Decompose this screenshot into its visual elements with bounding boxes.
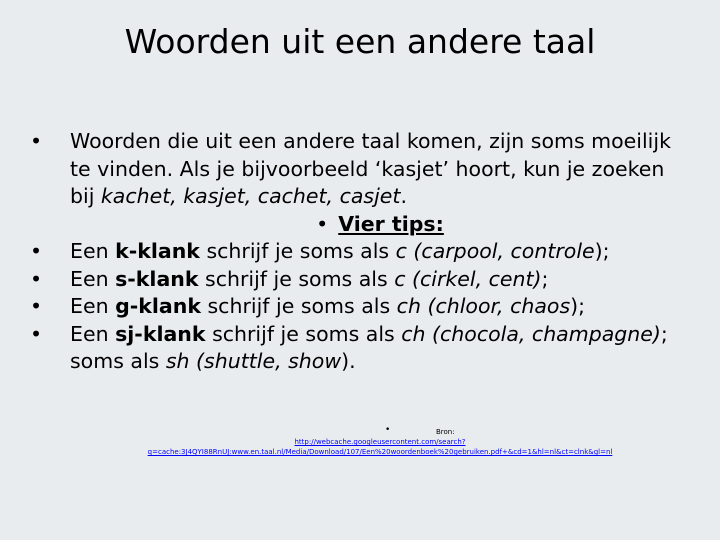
tip-bold: s-klank: [115, 266, 199, 291]
source-link[interactable]: http://webcache.googleusercontent.com/search?q=cache:3J4QYI88RnUJ:www.en.taal.nl/Media/Download/107/Een%20woordenboek%20gebruiken.pdf+&cd=1&hl=nl&ct=clnk&gl=nl: [147, 438, 613, 456]
tip-middle: ; soms als: [70, 321, 668, 373]
tip-bold: g-klank: [115, 294, 201, 318]
slide-title: Woorden uit een andere taal: [124, 22, 596, 61]
tip-bold: k-klank: [115, 239, 200, 263]
intro-text: Woorden die uit een andere taal komen, zijn soms moeilijk te vinden. Als je bijvoorbeeld ‘kasjet’ hoort, kun je zoeken bij: [70, 129, 671, 208]
tip-italic: ch (chloor, chaos: [396, 294, 571, 318]
tip-italic: c (carpool, controle: [395, 239, 595, 263]
intro-item: [30, 128, 690, 211]
source-label: Bron:: [436, 428, 455, 436]
tip-item: [30, 321, 690, 376]
tip-italic: ch (chocola, champagne): [401, 321, 661, 346]
tip-item: [30, 266, 690, 294]
source-block: [70, 427, 690, 457]
bullet: •: [30, 321, 43, 346]
tip-middle: schrijf je soms als: [198, 266, 395, 291]
bullet: •: [30, 129, 43, 153]
bullet: •: [30, 266, 43, 291]
intro-examples: kachet, kasjet, cachet, casjet: [100, 184, 401, 208]
tip-suffix: );: [594, 239, 610, 263]
tips-heading-item: [30, 211, 690, 239]
tip-italic: c (cirkel, cent): [394, 266, 542, 291]
tip-suffix: );: [570, 294, 586, 318]
intro-end: .: [400, 184, 407, 208]
tip-item: [30, 293, 690, 321]
tip-italic: sh (shuttle, show: [165, 349, 342, 373]
bullet: •: [30, 294, 43, 318]
tips-heading: Vier tips:: [338, 211, 444, 236]
tip-middle: schrijf je soms als: [200, 294, 397, 318]
tip-middle: schrijf je soms als: [205, 321, 402, 346]
tip-bold: sj-klank: [115, 321, 206, 346]
tip-suffix: ).: [341, 349, 356, 373]
tip-middle: schrijf je soms als: [199, 239, 396, 263]
tip-suffix: ;: [541, 266, 549, 291]
tip-prefix: Een: [70, 294, 116, 318]
tip-prefix: Een: [70, 266, 116, 291]
tip-item: [30, 238, 690, 266]
tip-prefix: Een: [70, 239, 116, 263]
source-label-row: [70, 427, 690, 437]
bullet: •: [316, 211, 329, 236]
bullet: •: [385, 425, 391, 435]
slide-content: [30, 128, 690, 376]
bullet: •: [30, 239, 43, 263]
tip-prefix: Een: [70, 321, 116, 346]
